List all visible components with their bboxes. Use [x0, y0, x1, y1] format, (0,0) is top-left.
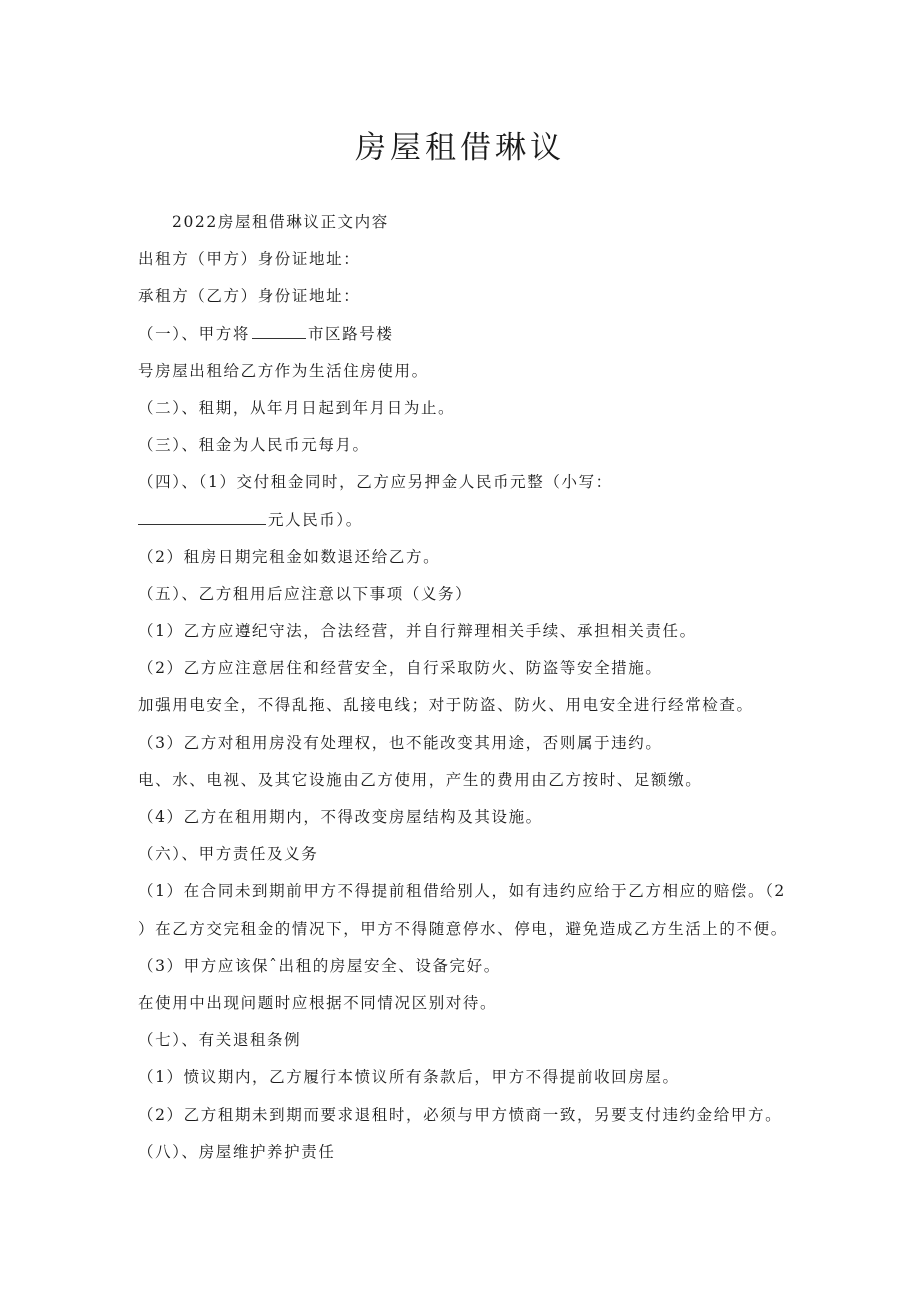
document-title: 房屋租借琳议 [355, 130, 565, 166]
text-line: （四）、（1）交付租金同时，乙方应另押金人民币元整（小写： [138, 473, 613, 492]
text-line: 承租方（乙方）身份证地址： [138, 287, 361, 306]
text-line: （六）、甲方责任及义务 [138, 845, 319, 864]
text-line: （五）、乙方租用后应注意以下事项（义务） [138, 584, 473, 603]
text-line: （3）乙方对租用房没有处理权，也不能改变其用途，否则属于违约。 [138, 733, 663, 752]
text-line: 加强用电安全，不得乱拖、乱接电线；对于防盗、防火、用电安全进行经常检查。 [138, 696, 754, 715]
text-segment: 市区路号楼 [307, 324, 394, 343]
text-line: （1）愤议期内，乙方履行本愤议所有条款后，甲方不得提前收回房屋。 [138, 1068, 680, 1087]
text-segment: （一）、甲方将 [138, 324, 250, 343]
text-line: （八）、房屋维护养护责任 [138, 1142, 336, 1161]
fill-in-blank [138, 509, 266, 525]
fill-in-blank [252, 323, 306, 339]
text-line: 号房屋出租给乙方作为生活住房使用。 [138, 361, 429, 380]
text-segment: 元人民币）。 [268, 510, 363, 529]
text-line [138, 316, 838, 353]
text-line: （1）在合同未到期前甲方不得提前租借给别人，如有违约应给于乙方相应的赔偿。（2 [138, 882, 786, 901]
document-body [138, 204, 838, 1171]
text-line: （1）乙方应遵纪守法，合法经营，并自行辩理相关手续、承担相关责任。 [138, 622, 697, 641]
text-line: （二）、租期，从年月日起到年月日为止。 [138, 398, 456, 417]
text-line: 电、水、电视、及其它设施由乙方使用，产生的费用由乙方按时、足额缴。 [138, 770, 703, 789]
text-line: （2）乙方租期未到期而要求退租时，必须与甲方愤商一致，另要支付违约金给甲方。 [138, 1105, 783, 1124]
text-line: （七）、有关退租条例 [138, 1031, 302, 1050]
text-line: 在使用中出现问题时应根据不同情况区别对待。 [138, 993, 498, 1012]
text-line: ）在乙方交完租金的情况下，甲方不得随意停水、停电，避免造成乙方生活上的不便。 [138, 919, 788, 938]
text-line: 出租方（甲方）身份证地址： [138, 250, 361, 269]
text-line: （2）租房日期完租金如数退还给乙方。 [138, 547, 441, 566]
text-line [138, 502, 838, 539]
document-heading: 2022房屋租借琳议正文内容 [172, 213, 389, 231]
text-line: （3）甲方应该保ˆ出租的房屋安全、设备完好。 [138, 956, 501, 975]
text-line: （三）、租金为人民币元每月。 [138, 436, 370, 455]
text-line: （4）乙方在租用期内，不得改变房屋结构及其设施。 [138, 808, 543, 826]
text-line: （2）乙方应注意居住和经营安全，自行采取防火、防盗等安全措施。 [138, 659, 663, 678]
